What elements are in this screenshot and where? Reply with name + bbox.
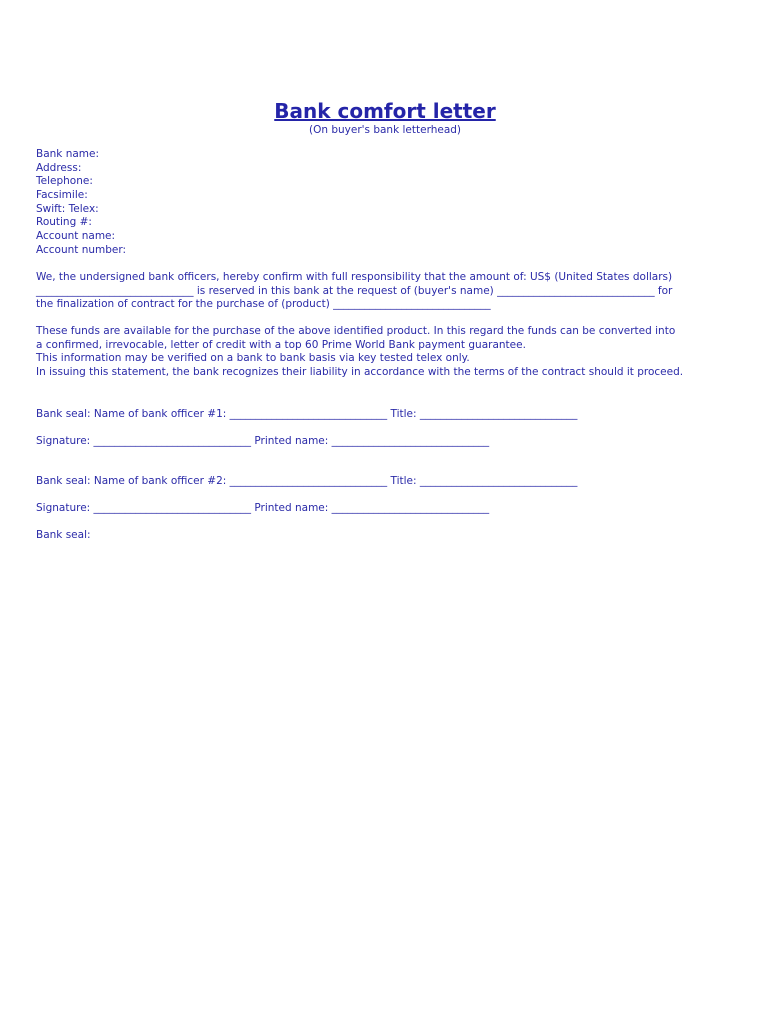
officer-2-row (36, 474, 577, 488)
confirmation-line-3 (36, 298, 741, 312)
officer-1-title-label: Title: (387, 408, 420, 420)
officer-1-signature-blank: ______________________________ (93, 435, 252, 447)
field-facsimile: Facsimile: (36, 189, 88, 202)
funds-paragraph (36, 325, 741, 380)
officer-1-signature-label: Signature: (36, 435, 94, 447)
confirmation-line-2 (36, 285, 741, 299)
officer-2-signature-blank: ______________________________ (93, 502, 252, 514)
officer-2-signature-row (36, 501, 489, 515)
officer-1-printed-name-label: Printed name: (251, 435, 332, 447)
buyer-name-blank: ______________________________ (497, 284, 655, 297)
officer-1-name-blank: ______________________________ (229, 408, 388, 420)
field-swift-telex: Swift: Telex: (36, 202, 99, 215)
field-telephone: Telephone: (36, 175, 93, 188)
officer-2-printed-name-label: Printed name: (251, 502, 332, 514)
bank-details-fields (36, 148, 741, 258)
funds-line-2: a confirmed, irrevocable, letter of credit with a top 60 Prime World Bank payment guarantee. (36, 338, 526, 351)
confirmation-line-1: We, the undersigned bank officers, hereby confirm with full responsibility that the amount of: US$ (United States dollars) (36, 271, 673, 283)
officer-1-printed-name-blank: ______________________________ (331, 435, 490, 447)
finalization-text: the finalization of contract for the purchase of (product) (36, 298, 334, 311)
funds-line-3: This information may be verified on a bank to bank basis via key tested telex only. (36, 352, 470, 365)
officer-1-row (36, 407, 577, 421)
officer-1-signature-row (36, 434, 489, 448)
field-account-number: Account number: (36, 243, 127, 256)
field-account-name: Account name: (36, 230, 116, 243)
amount-blank: ______________________________ (36, 284, 194, 297)
officer-2-title-label: Title: (387, 475, 420, 487)
officer-2-title-blank: ______________________________ (419, 475, 578, 487)
funds-line-1: These funds are available for the purchase of the above identified product. In this regard the funds can be converted into (36, 325, 676, 337)
officer-2-label: Bank seal: Name of bank officer #2: (36, 475, 230, 487)
officer-2-printed-name-blank: ______________________________ (331, 502, 490, 514)
product-blank: ______________________________ (333, 298, 491, 311)
reserved-text: is reserved in this bank at the request of (buyer's name) (193, 284, 498, 297)
for-text: for (654, 284, 673, 297)
document-subtitle: (On buyer's bank letterhead) (308, 124, 462, 136)
confirmation-paragraph (36, 271, 741, 312)
field-routing: Routing #: (36, 216, 92, 229)
field-address: Address: (36, 161, 82, 174)
officer-1-label: Bank seal: Name of bank officer #1: (36, 408, 230, 420)
bank-seal-label: Bank seal: (36, 529, 91, 541)
officer-2-signature-label: Signature: (36, 502, 94, 514)
bank-seal-row (36, 528, 91, 542)
funds-line-4: In issuing this statement, the bank recognizes their liability in accordance with the terms of the contract should it proceed. (36, 366, 684, 379)
document-title: Bank comfort letter (274, 99, 496, 123)
field-bank-name: Bank name: (36, 148, 100, 160)
officer-2-name-blank: ______________________________ (229, 475, 388, 487)
officer-1-title-blank: ______________________________ (419, 408, 578, 420)
